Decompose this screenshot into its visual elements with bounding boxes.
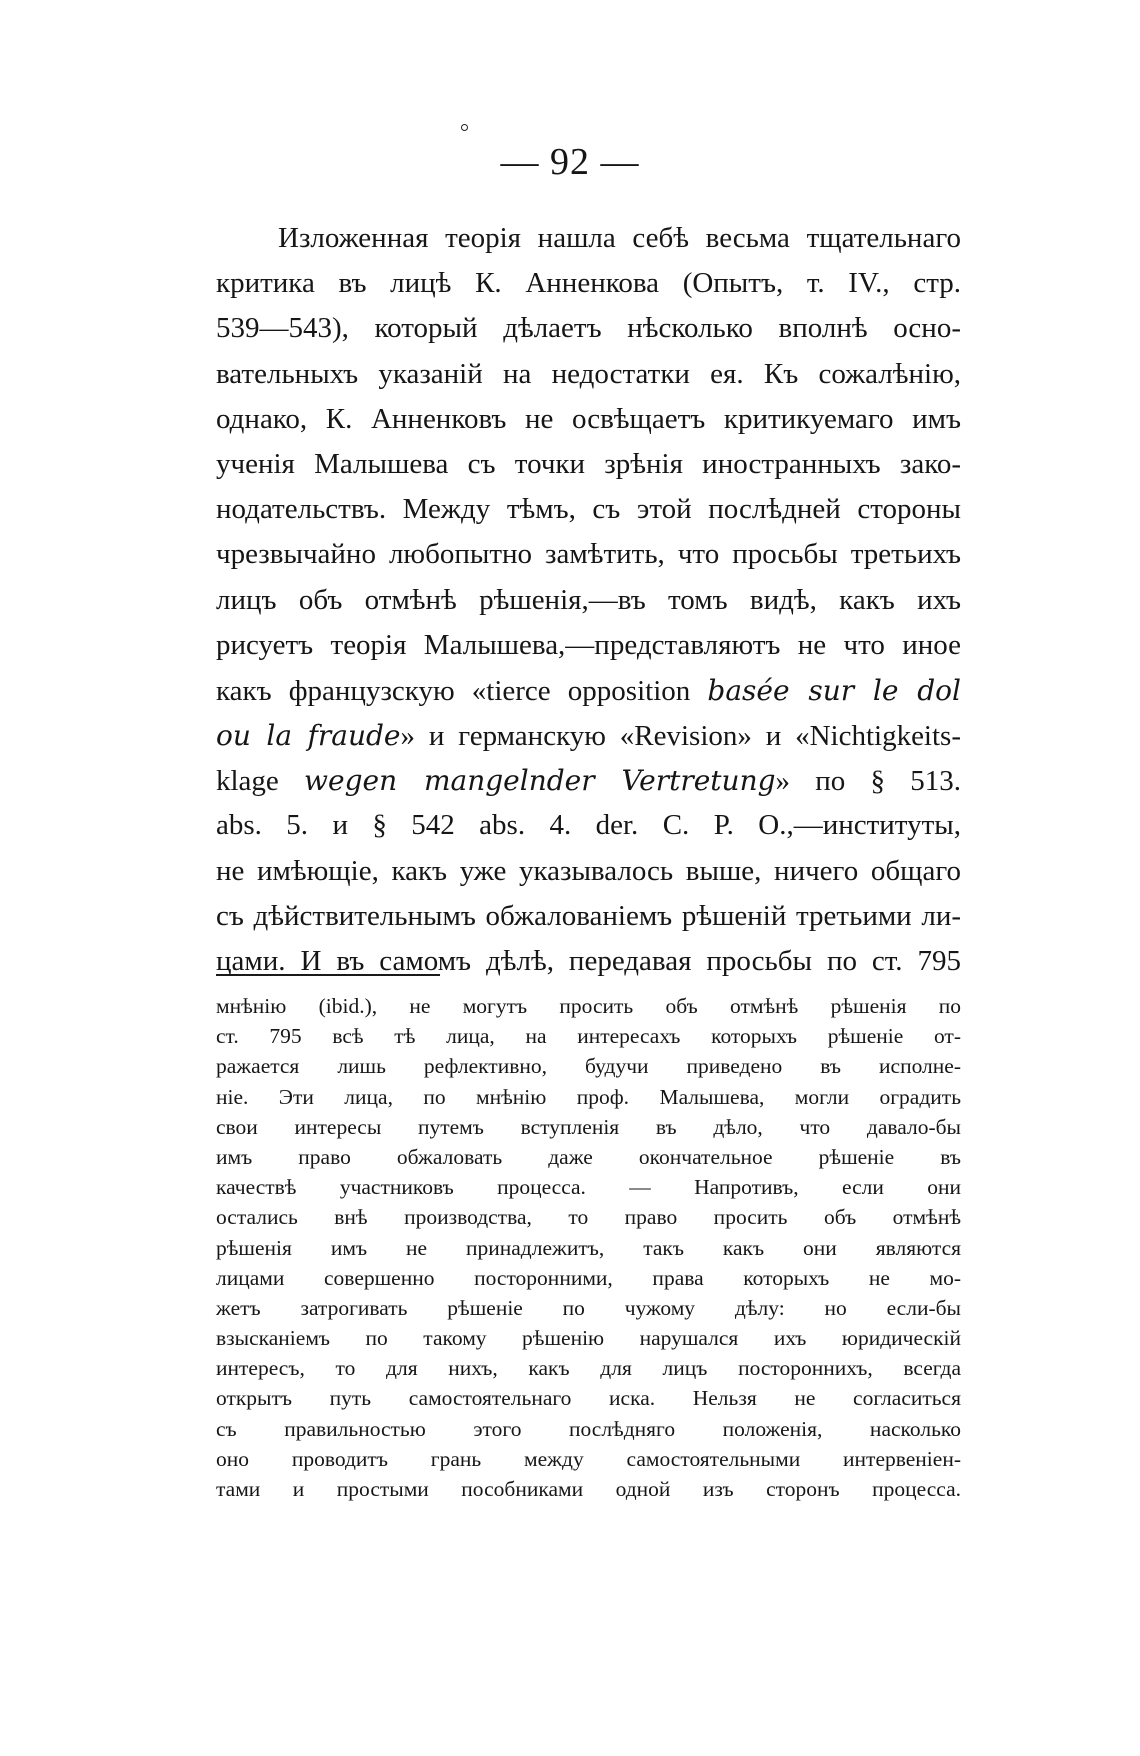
main-line: Изложенная теорія нашла себѣ весьма тщательнаго	[278, 222, 961, 254]
footnote-line: лицами совершенно посторонними, права которыхъ не мо-	[216, 1265, 961, 1290]
footnote-line: взысканіемъ по такому рѣшенію нарушался ихъ юридическій	[216, 1326, 961, 1351]
main-line: критика въ лицѣ К. Анненкова (Опытъ, т. IV., стр.	[216, 267, 961, 300]
main-line: цами. И въ самомъ дѣлѣ, передавая просьбы по ст. 795	[216, 945, 961, 977]
footnote	[216, 991, 961, 1504]
footnote-line: свои интересы путемъ вступленія въ дѣло, что давало-бы	[216, 1114, 961, 1139]
footnote-line: рѣшенія имъ не принадлежитъ, такъ какъ они являются	[216, 1235, 961, 1260]
page-number: — 92 —	[500, 141, 640, 183]
footnote-line: тами и простыми пособниками одной изъ сторонъ процесса.	[216, 1477, 961, 1501]
main-line: рисуетъ теорія Малышева,—представляютъ не что иное	[216, 628, 961, 661]
footnote-line: открытъ путь самостоятельнаго иска. Нельзя не согласиться	[216, 1386, 961, 1411]
footnote-line: жетъ затрогивать рѣшеніе по чужому дѣлу: но если-бы	[216, 1295, 961, 1320]
footnote-line: ражается лишь рефлективно, будучи приведено въ исполне-	[216, 1054, 961, 1079]
footnote-line: ст. 795 всѣ тѣ лица, на интересахъ которыхъ рѣшеніе от-	[216, 1024, 961, 1049]
main-line: лицъ объ отмѣнѣ рѣшенія,—въ томъ видѣ, какъ ихъ	[216, 583, 961, 616]
main-line: съ дѣйствительнымъ обжалованіемъ рѣшеній третьими ли-	[216, 899, 961, 932]
text-run: какъ французскую «tierce opposition	[216, 674, 708, 707]
main-line: abs. 5. и § 542 abs. 4. der. C. P. O.,—институты,	[216, 809, 961, 842]
footnote-line: качествѣ участниковъ процесса. — Напротивъ, если они	[216, 1175, 961, 1200]
footnote-divider	[216, 974, 440, 976]
footnote-line: имъ право обжаловать даже окончательное рѣшеніе въ	[216, 1144, 961, 1169]
italic-run: basée sur le dol	[707, 673, 961, 707]
main-text	[216, 216, 961, 984]
text-run: » по § 513.	[775, 765, 961, 798]
text-run: klage	[216, 765, 305, 798]
ink-speck	[461, 124, 468, 131]
italic-run: wegen mangelnder Vertretung	[304, 764, 776, 798]
footnote-line: мнѣнію (ibid.), не могутъ просить объ отмѣнѣ рѣшенія по	[216, 994, 961, 1018]
text-run: » и германскую «Revision» и «Nichtigkeits-	[400, 720, 961, 753]
main-line: 539—543), который дѣлаетъ нѣсколько вполнѣ осно-	[216, 312, 961, 345]
footnote-line: съ правильностью этого послѣдняго положенія, насколько	[216, 1416, 961, 1441]
main-line-mixed	[216, 668, 961, 713]
footnote-line: ніе. Эти лица, по мнѣнію проф. Малышева, могли оградить	[216, 1084, 961, 1109]
main-line: нодательствъ. Между тѣмъ, съ этой послѣдней стороны	[216, 493, 961, 526]
main-line: вательныхъ указаній на недостатки ея. Къ сожалѣнію,	[216, 357, 961, 390]
main-line-mixed	[216, 758, 961, 803]
main-line-mixed	[216, 713, 961, 758]
footnote-line: интересъ, то для нихъ, какъ для лицъ постороннихъ, всегда	[216, 1356, 961, 1381]
main-line: однако, К. Анненковъ не освѣщаетъ критикуемаго имъ	[216, 402, 961, 435]
italic-run: ou la fraude	[216, 719, 401, 753]
footnote-line: оно проводитъ грань между самостоятельными интервеніен-	[216, 1446, 961, 1471]
main-line: не имѣющіе, какъ уже указывалось выше, ничего общаго	[216, 854, 961, 887]
footnote-line: остались внѣ производства, то право просить объ отмѣнѣ	[216, 1205, 961, 1230]
main-line: чрезвычайно любопытно замѣтить, что просьбы третьихъ	[216, 538, 961, 571]
main-line: ученія Малышева съ точки зрѣнія иностранныхъ зако-	[216, 447, 961, 480]
